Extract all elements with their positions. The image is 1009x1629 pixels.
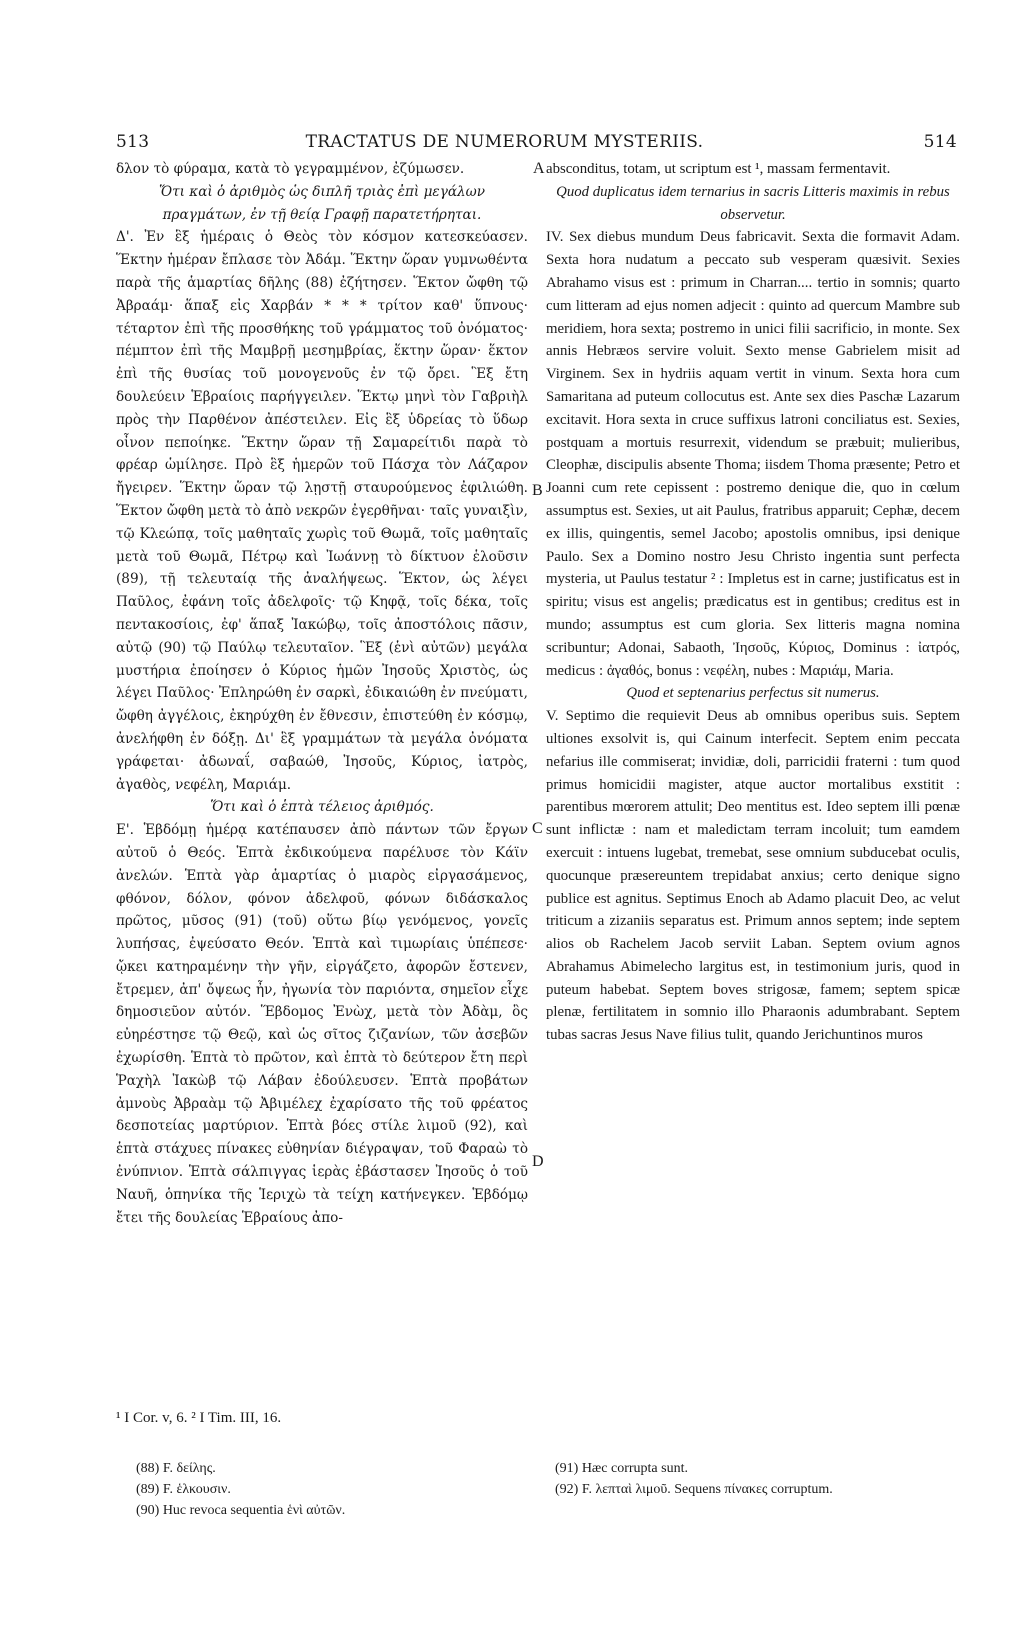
latin-heading: Quod duplicatus idem ternarius in sacris Litteris maximis in rebus observetur. [556,183,950,223]
note: (91) Hæc corrupta sunt. [555,1461,688,1476]
editor-notes-left [136,1458,526,1521]
margin-marker-b: B [532,482,543,499]
note: (92) F. λεπταὶ λιμοῦ. Sequens πίνακες corruptum. [555,1482,833,1497]
note: (90) Huc revoca sequentia ἑνὶ αὐτῶν. [136,1503,346,1518]
page-number-left: 513 [116,132,150,152]
editor-notes-right [555,1458,955,1500]
greek-section-iv: Δ'. Ἐν ἓξ ἡμέραις ὁ Θεὸς τὸν κόσμον κατεσκεύασεν. Ἕκτην ἡμέραν ἔπλασε τὸν Ἀδάμ. Ἕκτην ὥραν γυμνωθέντα παρὰ τῆς ἁμαρτίας δῆλης (88) ἐζήτησεν. Ἕκτον ὤφθη τῷ Ἀβραάμ· ἅπαξ εἰς Χαρβάν * * * τρίτον καθ' ὕπνους· τέταρτον ἐπὶ τῆς προσθήκης τοῦ γράμματος τοῦ ὀνόματος· πέμπτον ἐπὶ τῆς Μαμβρῇ μεσημβρίας, ἕκτην ὥραν· ἕκτον ἐπὶ τῆς θυσίας τοῦ μονογενοῦς ἐν τῷ ὄρει. Ἓξ ἔτη δουλεύειν Ἑβραίοις παρήγγειλεν. Ἕκτῳ μηνὶ τὸν Γαβριὴλ πρὸς τὴν Παρθένον ἀπέστειλεν. Εἰς ἓξ ὑδρείας τὸ ὕδωρ οἶνον πεποίηκε. Ἕκτην ὥραν τῇ Σαμαρείτιδι παρὰ τὸ φρέαρ ὡμίλησε. Πρὸ ἓξ ἡμερῶν τοῦ Πάσχα τὸν Λάζαρον ἤγειρεν. Ἕκτην ὥραν τῷ λῃστῇ σταυρούμενος ἐφιλιώθη. Ἕκτον ὤφθη μετὰ τὸ ἀπὸ νεκρῶν ἐγερθῆναι· ταῖς γυναιξὶν, τῷ Κλεώπᾳ, τοῖς μαθηταῖς χωρὶς τοῦ Θωμᾶ, τοῖς μαθηταῖς μετὰ τοῦ Θωμᾶ, Πέτρῳ καὶ Ἰωάννῃ τὸ δίκτυον ἑλοῦσιν (89), τῇ τελευταίᾳ τῆς ἀναλήψεως. Ἕκτον, ὡς λέγει Παῦλος, ἐφάνη τοῖς ἀδελφοῖς· τῷ Κηφᾷ, τοῖς δέκα, τοῖς πεντακοσίοις, ἐφ' ἅπαξ Ἰακώβῳ, τοῖς ἀποστόλοις πᾶσιν, αὐτῷ (90) τῷ Παύλῳ τελευταῖον. Ἓξ (ἑνὶ αὐτῶν) μεγάλα μυστήρια ἐποίησεν ὁ Κύριος ἡμῶν Ἰησοῦς Χριστὸς, ὡς λέγει Παῦλος· Ἐπληρώθη ἐν σαρκὶ, ἐδικαιώθη ἐν πνεύματι, ὤφθη ἀγγέλοις, ἐκηρύχθη ἐν ἔθνεσιν, ἐπιστεύθη ἐν κόσμῳ, ἀνελήφθη ἐν δόξῃ. Δι' ἓξ γραμμάτων τὰ μεγάλα ὀνόματα γράφεται· ἀδωναΐ, σαβαώθ, Ἰησοῦς, Κύριος, ἰατρὸς, ἀγαθὸς, νεφέλη, Μαριάμ. [116,229,528,793]
greek-paragraph: δλον τὸ φύραμα, κατὰ τὸ γεγραμμένον, ἐζύμωσεν. [116,161,465,177]
page-number-right: 514 [923,132,957,152]
latin-paragraph: absconditus, totam, ut scriptum est ¹, massam fermentavit. [546,161,891,177]
latin-column [546,158,960,1047]
latin-heading: Quod et septenarius perfectus sit numerus. [626,685,880,702]
footnote-references: ¹ I Cor. v, 6. ² I Tim. III, 16. [116,1410,282,1426]
note: (88) F. δείλης. [136,1461,216,1476]
latin-section-iv: IV. Sex diebus mundum Deus fabricavit. Sexta die formavit Adam. Sexta hora nudatum a peccato sub vesperam quæsivit. Sexies Abrahamo visus est : primum in Charran.... tertio in somnis; quarto cum litteram ad ejus nomen adjecit : quinto ad quercum Mambre sub meridiem, hora sexta; postremo in unici filii sacrificio, in monte. Sex annis Hebræos servire voluit. Sexto mense Gabrielem misit ad Virginem. Sex in hydriis aquam vertit in vinum. Sexta hora cum Samaritana ad puteum collocutus est. Ante sex dies Paschæ Lazarum excitavit. Hora sexta in cruce suffixus latroni conciliatus est. Sexies, postquam a mortuis resurrexit, videndum se præbuit; mulieribus, Cleophæ, discipulis absente Thoma; iisdem Thoma præsente; Petro et Joanni cum rete cepissent : postremo denique die, quo in cœlum assumptus est. Sexies, ut ait Paulus, fratribus apparuit; Cephæ, decem ex illis, quingentis, semel Jacobo; apostolis omnibus, ipsi denique Paulo. Sex a Domino nostro Jesu Christo ingentia sunt perfecta mysteria, ut Paulus testatur ² : Impletus est in carne; justificatus est in spiritu; visus est angelis; prædicatus est in gentibus; creditus est in mundo; assumptus est cum gloria. Sex litteris magna nomina scribuntur; Adonai, Sabaoth, Ἰησοῦς, Κύριος, Dominus : ἰατρός, medicus : ἀγαθός, bonus : νεφέλη, nubes : Μαριάμ, Maria. [546,229,960,679]
greek-column [116,158,528,1229]
note: (89) F. ἑλκουσιν. [136,1482,231,1497]
margin-marker-d: D [532,1153,544,1170]
greek-section-v: Ε'. Ἑβδόμῃ ἡμέρᾳ κατέπαυσεν ἀπὸ πάντων τῶν ἔργων αὐτοῦ ὁ Θεός. Ἑπτὰ ἐκδικούμενα παρέλυσε τὸν Κάϊν ἀνελών. Ἑπτὰ γὰρ ἁμαρτίας ὁ μιαρὸς εἰργασάμενος, φθόνον, δόλον, φόνον ἀδελφοῦ, φόνων διδάσκαλος πρῶτος, μῦσος (91) (τοῦ) οὕτω βίῳ γενόμενος, γονεῖς λυπήσας, ἐψεύσατο Θεόν. Ἑπτὰ καὶ τιμωρίαις ὑπέπεσε· ᾤκει κατηραμένην τὴν γῆν, εἰργάζετο, ἀφορῶν ἔστενεν, ἔτρεμεν, ἀπ' ὄψεως ἦν, ἠγωνία τὸν παριόντα, σημεῖον εἶχε δημοσιεῦον αὐτόν. Ἕβδομος Ἐνὼχ, μετὰ τὸν Ἀδὰμ, ὃς εὐηρέστησε τῷ Θεῷ, καὶ ὡς σῖτος ζιζανίων, τῶν ἀσεβῶν ἐχωρίσθη. Ἑπτὰ τὸ πρῶτον, καὶ ἑπτὰ τὸ δεύτερον ἔτη περὶ Ῥαχὴλ Ἰακὼβ τῷ Λάβαν ἐδούλευσεν. Ἑπτὰ προβάτων ἀμνοὺς Ἀβραὰμ τῷ Ἀβιμέλεχ ἐχαρίσατο τῆς τοῦ φρέατος δεσποτείας μαρτύριον. Ἑπτὰ βόες στίλε λιμοῦ (92), καὶ ἑπτὰ στάχυες πίνακες εὐθηνίαν διέγραψαν, τοῦ Φαραὼ τὸ ἐνύπνιον. Ἑπτὰ σάλπιγγας ἱερὰς ἐβάστασεν Ἰησοῦς ὁ τοῦ Ναυῆ, ὁπηνίκα τῆς Ἱεριχὼ τὰ τείχη κατήνεγκεν. Ἑβδόμῳ ἔτει τῆς δουλείας Ἑβραίους ἀπο- [116,822,528,1226]
margin-marker-c: C [532,820,543,837]
latin-section-v: V. Septimo die requievit Deus ab omnibus operibus suis. Septem ultiones exsolvit is, qui Cainum interfecit. Septem enim peccata nefarius ille commiserat; invidiæ, doli, parricidii fraterni : tum quod primus homicidii magister, atque auctor mortalibus exstitit : parentibus mœrorem attulit; Deo mentitus est. Ideo septem illi pœnæ sunt inflictæ : nam et maledictam terram incoluit; tum eamdem exercuit : intuens lugebat, tremebat, sese omnium subducebat oculis, quocunque præsereuntem trepidabat anxius; certo denique signo publice est agnitus. Septimus Enoch ab Adamo placuit Deo, ac velut triticum a zizaniis separatus est. Primum annos septem; inde septem alios ob Rachelem Jacob serviit Laban. Septem ovium agnos Abrahamus Abimelecho largitus est, in testimonium juris, quod in puteum habebat. Septem boves strigosæ, famem; septem spicæ plenæ, fertilitatem in somnio illo Pharaonis adumbrabant. Septem tubas sacras Jesus Nave filius tulit, quando Jerichuntinos muros [546,708,960,1044]
running-title: TRACTATUS DE NUMERORUM MYSTERIIS. [305,132,704,152]
margin-marker-a: A [533,160,545,177]
greek-heading: Ὅτι καὶ ὁ ἑπτὰ τέλειος ἀριθμός. [210,799,434,816]
greek-heading: Ὅτι καὶ ὁ ἀριθμὸς ὡς διπλῆ τριὰς ἐπὶ μεγάλων πραγμάτων, ἐν τῇ θείᾳ Γραφῇ παρατετήρηται. [159,183,485,223]
